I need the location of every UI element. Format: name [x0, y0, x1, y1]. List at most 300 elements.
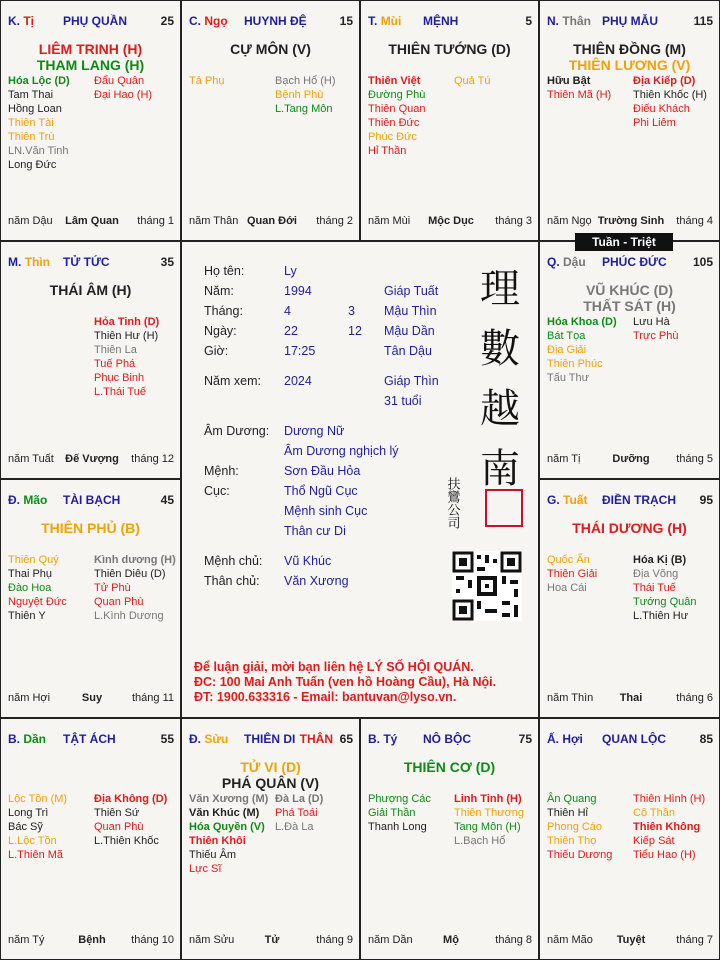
- minor-stars-right: [275, 74, 336, 116]
- label-than-chu: Thân chủ:: [204, 574, 260, 588]
- label-menh: Mệnh:: [204, 464, 239, 478]
- minor-star: Tử Phù: [94, 582, 131, 594]
- minor-star: Tả Phụ: [189, 75, 225, 87]
- minor-star: Đà La (D): [275, 793, 324, 805]
- seal-char-4: 南: [480, 446, 520, 492]
- palace-footer: [547, 453, 715, 467]
- palace-year: năm Ngọ: [547, 215, 592, 227]
- palace-stem: Sửu: [204, 732, 229, 746]
- minor-star: Long Trì: [8, 807, 49, 819]
- minor-star: Hóa Lộc (D): [8, 75, 70, 87]
- minor-star: Lực Sĩ: [189, 863, 222, 875]
- main-star: THÁI ÂM (H): [49, 282, 132, 298]
- minor-star: Tấu Thư: [547, 372, 590, 384]
- minor-star: Hồng Loan: [8, 103, 62, 115]
- minor-star: Địa Giải: [547, 344, 587, 356]
- palace-month: tháng 1: [137, 215, 174, 227]
- palace-footer: [368, 934, 534, 948]
- palace-year: năm Thìn: [547, 692, 594, 704]
- minor-star: Đẩu Quân: [94, 75, 145, 87]
- minor-star: Thiên La: [94, 344, 137, 356]
- palace-number: 55: [160, 732, 174, 746]
- label-year: Năm:: [204, 284, 234, 298]
- minor-stars-right: [94, 792, 167, 848]
- minor-star: Phục Binh: [94, 372, 145, 384]
- minor-star: Bệnh Phù: [275, 89, 324, 101]
- palace-number: 45: [160, 493, 174, 507]
- palace-number: 35: [160, 255, 174, 269]
- palace-than-marker: THÂN: [299, 732, 333, 746]
- minor-stars-right: [633, 553, 697, 623]
- value-cuc: Thổ Ngũ Cục: [284, 484, 358, 498]
- main-star: PHÁ QUÂN (V): [221, 775, 320, 791]
- minor-star: Thiên Phúc: [547, 358, 603, 370]
- palace-branch: Ấ.: [547, 732, 559, 746]
- palace-dau: [539, 241, 720, 479]
- minor-star: Thiên Mã (H): [547, 89, 612, 101]
- palace-thin: [0, 241, 181, 479]
- palace-hoi: [539, 718, 720, 960]
- main-star: LIÊM TRINH (H): [38, 41, 143, 57]
- palace-month: tháng 6: [676, 692, 713, 704]
- palace-name: ĐIỀN TRẠCH: [602, 493, 676, 507]
- main-stars: [540, 41, 719, 73]
- palace-branch: M.: [8, 255, 22, 269]
- minor-stars-right: [275, 792, 323, 834]
- minor-star: Thiên Diêu (D): [94, 568, 166, 580]
- minor-star: L.Thiên Khốc: [94, 835, 159, 847]
- seal-char-3: 越: [480, 386, 520, 432]
- palace-year: năm Dậu: [8, 215, 53, 227]
- palace-stem: Mão: [23, 493, 48, 507]
- value-hour: 17:25: [284, 344, 316, 358]
- palace-suu: [181, 718, 360, 960]
- main-star: TỬ VI (D): [240, 759, 301, 775]
- tuan-triet-badge: Tuần - Triệt: [575, 233, 673, 251]
- palace-life-stage: Mộ: [443, 934, 459, 946]
- minor-star: Phúc Đức: [368, 131, 417, 143]
- main-stars: [540, 520, 719, 536]
- value-than-cu: Thân cư Di: [284, 524, 346, 538]
- minor-stars-right: [94, 315, 159, 399]
- palace-branch: T.: [368, 14, 378, 28]
- palace-name: TỬ TỨC: [63, 255, 110, 269]
- minor-star: Thiên Tài: [8, 117, 54, 129]
- minor-star: Bát Tọa: [547, 330, 586, 342]
- minor-star: Thiên Y: [8, 610, 46, 622]
- minor-star: Thiên Đức: [368, 117, 420, 129]
- minor-star: L.Kình Dương: [94, 610, 164, 622]
- palace-stem: Thìn: [24, 255, 51, 269]
- minor-star: Lưu Hà: [633, 316, 670, 328]
- palace-year: năm Thân: [189, 215, 239, 227]
- minor-star: Phong Cáo: [547, 821, 603, 833]
- value-month-solar: 4: [284, 304, 291, 318]
- minor-star: Thiên Hư (H): [94, 330, 159, 342]
- minor-star: L.Đà La: [275, 821, 314, 833]
- contact-line-3: ĐT: 1900.633316 - Email: bantuvan@lyso.vn.: [194, 690, 457, 704]
- main-star: THIÊN ĐỒNG (M): [573, 41, 686, 57]
- palace-stem: Tý: [383, 732, 398, 746]
- minor-star: Thiên Quan: [368, 103, 426, 115]
- palace-number: 95: [699, 493, 713, 507]
- value-can-month: Mậu Thìn: [384, 304, 437, 318]
- minor-star: Thai Phụ: [8, 568, 53, 580]
- minor-star: Thiên Không: [633, 821, 701, 833]
- palace-stem: Tị: [23, 14, 35, 28]
- minor-stars-left: [547, 74, 611, 102]
- palace-header: [368, 732, 534, 748]
- palace-ngo: [181, 0, 360, 241]
- minor-stars-left: [368, 792, 431, 834]
- palace-footer: [547, 692, 715, 706]
- minor-star: L.Bạch Hổ: [454, 835, 506, 847]
- minor-star: L.Thiên Mã: [8, 849, 64, 861]
- main-star: THIÊN TƯỚNG (D): [388, 41, 511, 57]
- minor-stars-right: [94, 74, 152, 102]
- value-day-solar: 22: [284, 324, 298, 338]
- minor-star: Văn Xương (M): [189, 793, 269, 805]
- minor-stars-left: [189, 74, 224, 88]
- minor-star: Kình dương (H): [94, 554, 176, 566]
- palace-mui: [360, 0, 539, 241]
- palace-life-stage: Dưỡng: [612, 453, 650, 465]
- minor-star: Địa Võng: [633, 568, 679, 580]
- palace-mao: [0, 479, 181, 718]
- palace-life-stage: Bệnh: [78, 934, 106, 946]
- minor-stars-left: [8, 792, 67, 862]
- label-hour: Giờ:: [204, 344, 229, 358]
- palace-name: QUAN LỘC: [602, 732, 666, 746]
- qr-code-icon: [452, 551, 522, 621]
- minor-star: Hóa Quyền (V): [189, 821, 265, 833]
- minor-star: Thiên Việt: [368, 75, 421, 87]
- minor-stars-right: [633, 792, 705, 862]
- palace-year: năm Tị: [547, 453, 581, 465]
- value-can-year: Giáp Tuất: [384, 284, 439, 298]
- minor-star: Thiên Hình (H): [633, 793, 706, 805]
- palace-footer: [368, 215, 534, 229]
- value-age: 31 tuổi: [384, 394, 422, 408]
- palace-month: tháng 10: [131, 934, 174, 946]
- minor-star: Trực Phù: [633, 330, 679, 342]
- palace-branch: Đ.: [189, 732, 201, 746]
- minor-stars-left: [547, 792, 612, 862]
- palace-footer: [547, 215, 715, 229]
- palace-life-stage: Lâm Quan: [65, 215, 119, 227]
- value-year: 1994: [284, 284, 312, 298]
- palace-than: [539, 0, 720, 241]
- palace-month: tháng 4: [676, 215, 713, 227]
- palace-month: tháng 5: [676, 453, 713, 465]
- minor-star: L.Thái Tuế: [94, 386, 146, 398]
- label-amduong: Âm Dương:: [204, 424, 270, 438]
- main-star: THAM LANG (H): [36, 57, 145, 73]
- value-day-lunar: 12: [348, 324, 362, 338]
- value-cuc-note: Mệnh sinh Cục: [284, 504, 368, 518]
- main-stars: [182, 759, 359, 791]
- minor-star: Thiên Hỉ: [547, 807, 588, 819]
- palace-year: năm Mùi: [368, 215, 411, 227]
- palace-life-stage: Thai: [619, 692, 643, 704]
- seal-char-2: 數: [480, 326, 520, 372]
- palace-stem: Dần: [23, 732, 47, 746]
- palace-header: [189, 14, 355, 30]
- value-than-chu: Văn Xương: [284, 574, 349, 588]
- minor-star: Thiếu Dương: [547, 849, 613, 861]
- minor-star: Hóa Kị (B): [633, 554, 687, 566]
- contact-line-2: ĐC: 100 Mai Anh Tuấn (ven hồ Hoàng Cầu), Hà Nội.: [194, 675, 497, 689]
- palace-month: tháng 3: [495, 215, 532, 227]
- minor-star: Hỏa Tinh (D): [94, 316, 160, 328]
- minor-stars-left: [8, 74, 70, 172]
- minor-star: Thiên Thọ: [547, 835, 597, 847]
- palace-life-stage: Tử: [264, 934, 280, 946]
- minor-star: LN.Văn Tinh: [8, 145, 69, 157]
- minor-star: Tang Môn (H): [454, 821, 521, 833]
- minor-stars-right: [454, 792, 524, 848]
- minor-star: Thiên Thương: [454, 807, 525, 819]
- red-stamp-icon: [486, 490, 522, 526]
- minor-star: Thiên Khôi: [189, 835, 246, 847]
- minor-star: Phượng Các: [368, 793, 431, 805]
- minor-star: Hoa Cái: [547, 582, 587, 594]
- palace-name: TẬT ÁCH: [63, 732, 116, 746]
- palace-name: THIÊN DI: [244, 732, 296, 746]
- value-name: Ly: [284, 264, 297, 278]
- main-stars: [182, 41, 359, 57]
- main-stars: [361, 41, 538, 57]
- palace-header: [368, 14, 534, 30]
- label-view-year: Năm xem:: [204, 374, 261, 388]
- minor-star: Thanh Long: [368, 821, 427, 833]
- palace-footer: [8, 215, 176, 229]
- palace-header: [8, 732, 176, 748]
- palace-month: tháng 7: [676, 934, 713, 946]
- minor-star: Quan Phù: [94, 821, 144, 833]
- minor-star: Quả Tú: [454, 75, 491, 87]
- palace-tuat: [539, 479, 720, 718]
- main-stars: [540, 282, 719, 314]
- palace-footer: [189, 934, 355, 948]
- minor-star: Điếu Khách: [633, 103, 690, 115]
- palace-name: PHÚC ĐỨC: [602, 255, 667, 269]
- palace-stem: Tuất: [563, 493, 588, 507]
- main-star: CỰ MÔN (V): [230, 41, 311, 57]
- palace-year: năm Hợi: [8, 692, 51, 704]
- palace-branch: C.: [189, 14, 201, 28]
- palace-number: 65: [339, 732, 353, 746]
- minor-star: Kiếp Sát: [633, 835, 675, 847]
- palace-name: PHỤ MẪU: [602, 14, 658, 28]
- value-amduong-note: Âm Dương nghịch lý: [284, 444, 399, 458]
- minor-star: Thiên Quý: [8, 554, 59, 566]
- palace-name: PHỤ QUẦN: [63, 14, 128, 28]
- minor-star: Long Đức: [8, 159, 57, 171]
- palace-header: [547, 255, 715, 271]
- minor-star: L.Tang Môn: [275, 103, 333, 115]
- minor-star: L.Lộc Tồn: [8, 835, 57, 847]
- palace-branch: B.: [368, 732, 380, 746]
- minor-star: Văn Khúc (M): [189, 807, 260, 819]
- main-star: THIÊN LƯƠNG (V): [568, 57, 691, 73]
- palace-year: năm Mão: [547, 934, 593, 946]
- minor-star: Thiên Giải: [547, 568, 598, 580]
- minor-star: Ân Quang: [547, 793, 597, 805]
- palace-stem: Dậu: [563, 255, 586, 269]
- seal-side-text: 扶鸞公司: [444, 477, 460, 529]
- palace-branch: B.: [8, 732, 20, 746]
- palace-branch: Q.: [547, 255, 560, 269]
- palace-ty: [360, 718, 539, 960]
- palace-year: năm Sửu: [189, 934, 235, 946]
- main-star: THẤT SÁT (H): [583, 298, 676, 314]
- palace-header: [8, 493, 176, 509]
- minor-star: Lộc Tồn (M): [8, 793, 68, 805]
- minor-star: Bác Sỹ: [8, 821, 43, 833]
- palace-name: NÔ BỘC: [423, 732, 471, 746]
- palace-header: [547, 14, 715, 30]
- palace-number: 105: [692, 255, 713, 269]
- main-stars: [1, 41, 180, 73]
- contact-info: [194, 660, 496, 705]
- palace-year: năm Dần: [368, 934, 413, 946]
- palace-stem: Mùi: [380, 14, 402, 28]
- palace-header: [8, 255, 176, 271]
- main-star: VŨ KHÚC (D): [585, 282, 674, 298]
- minor-stars-right: [454, 74, 491, 88]
- minor-star: Hữu Bật: [547, 75, 591, 87]
- palace-month: tháng 11: [131, 692, 174, 704]
- center-info: [181, 241, 539, 718]
- minor-star: Linh Tinh (H): [454, 793, 522, 805]
- minor-stars-left: [189, 792, 268, 876]
- minor-star: Địa Kiếp (D): [633, 75, 696, 87]
- palace-month: tháng 9: [316, 934, 353, 946]
- palace-branch: Đ.: [8, 493, 20, 507]
- label-name: Họ tên:: [204, 264, 245, 278]
- palace-dan: [0, 718, 181, 960]
- palace-name: HUYNH ĐỆ: [244, 14, 307, 28]
- minor-star: Thiên Khốc (H): [633, 89, 707, 101]
- palace-header: [547, 493, 715, 509]
- palace-header: [8, 14, 176, 30]
- palace-footer: [8, 692, 176, 706]
- main-stars: [1, 520, 180, 536]
- main-stars: [1, 282, 180, 298]
- minor-stars-left: [547, 315, 617, 385]
- minor-star: Tam Thai: [8, 89, 54, 101]
- minor-star: Đường Phù: [368, 89, 426, 101]
- palace-life-stage: Suy: [81, 692, 103, 704]
- palace-footer: [8, 934, 176, 948]
- palace-month: tháng 8: [495, 934, 532, 946]
- minor-star: Hỉ Thần: [368, 145, 407, 157]
- minor-stars-right: [633, 74, 707, 130]
- minor-star: Thiếu Âm: [189, 849, 237, 861]
- palace-footer: [8, 453, 176, 467]
- value-amduong: Dương Nữ: [284, 424, 345, 438]
- calligraphy-seal: [444, 262, 530, 532]
- minor-stars-left: [368, 74, 425, 158]
- minor-star: Phá Toái: [275, 807, 318, 819]
- palace-year: năm Tý: [8, 934, 45, 946]
- palace-footer: [547, 934, 715, 948]
- palace-life-stage: Mộc Dục: [428, 215, 474, 227]
- minor-star: Đại Hao (H): [94, 89, 153, 101]
- palace-life-stage: Đế Vượng: [65, 453, 119, 465]
- label-cuc: Cục:: [204, 484, 230, 498]
- minor-star: Địa Không (D): [94, 793, 168, 805]
- palace-header: [189, 732, 355, 748]
- minor-star: Phi Liêm: [633, 117, 676, 129]
- value-menh: Sơn Đầu Hỏa: [284, 464, 361, 478]
- palace-stem: Thân: [562, 14, 592, 28]
- minor-star: Tuế Phá: [94, 358, 136, 370]
- minor-star: Thiên Trù: [8, 131, 55, 143]
- palace-number: 15: [339, 14, 353, 28]
- value-month-lunar: 3: [348, 304, 355, 318]
- palace-footer: [189, 215, 355, 229]
- palace-month: tháng 2: [316, 215, 353, 227]
- palace-number: 85: [699, 732, 713, 746]
- palace-year: năm Tuất: [8, 453, 54, 465]
- label-month: Tháng:: [204, 304, 243, 318]
- palace-branch: K.: [8, 14, 20, 28]
- minor-stars-right: [633, 315, 678, 343]
- palace-stem: Ngọ: [204, 14, 228, 28]
- value-can-hour: Tân Dậu: [384, 344, 432, 358]
- minor-star: Quan Phù: [94, 596, 144, 608]
- minor-stars-right: [94, 553, 176, 623]
- minor-star: Nguyệt Đức: [8, 596, 67, 608]
- minor-star: Thiên Sứ: [94, 807, 140, 819]
- value-view-can: Giáp Thìn: [384, 374, 439, 388]
- palace-name: TÀI BẠCH: [63, 493, 121, 507]
- value-view-year: 2024: [284, 374, 312, 388]
- palace-number: 115: [693, 14, 713, 28]
- palace-ti: [0, 0, 181, 241]
- palace-stem: Hợi: [562, 732, 583, 746]
- minor-star: Bạch Hổ (H): [275, 75, 336, 87]
- palace-number: 25: [160, 14, 174, 28]
- palace-month: tháng 12: [131, 453, 174, 465]
- value-menh-chu: Vũ Khúc: [284, 554, 332, 568]
- minor-star: Quốc Ấn: [547, 554, 590, 566]
- palace-life-stage: Trường Sinh: [597, 215, 665, 227]
- main-star: THÁI DƯƠNG (H): [572, 520, 687, 536]
- contact-line-1: Để luận giải, mời bạn liên hệ LÝ SỐ HỘI QUÁN.: [194, 660, 474, 674]
- minor-star: L.Thiên Hư: [633, 610, 689, 622]
- palace-branch: N.: [547, 14, 559, 28]
- label-day: Ngày:: [204, 324, 237, 338]
- minor-stars-left: [547, 553, 597, 595]
- palace-life-stage: Quan Đới: [247, 215, 297, 227]
- seal-char-1: 理: [480, 266, 520, 312]
- palace-name: MỆNH: [423, 14, 459, 28]
- main-star: THIÊN PHỦ (B): [41, 520, 140, 536]
- minor-star: Cô Thần: [633, 807, 675, 819]
- palace-life-stage: Tuyệt: [616, 934, 646, 946]
- palace-branch: G.: [547, 493, 560, 507]
- minor-star: Hóa Khoa (D): [547, 316, 617, 328]
- label-menh-chu: Mệnh chủ:: [204, 554, 263, 568]
- main-stars: [361, 759, 538, 775]
- minor-star: Tướng Quân: [633, 596, 697, 608]
- minor-star: Đào Hoa: [8, 582, 52, 594]
- value-can-day: Mậu Dần: [384, 324, 435, 338]
- minor-star: Thái Tuế: [633, 582, 676, 594]
